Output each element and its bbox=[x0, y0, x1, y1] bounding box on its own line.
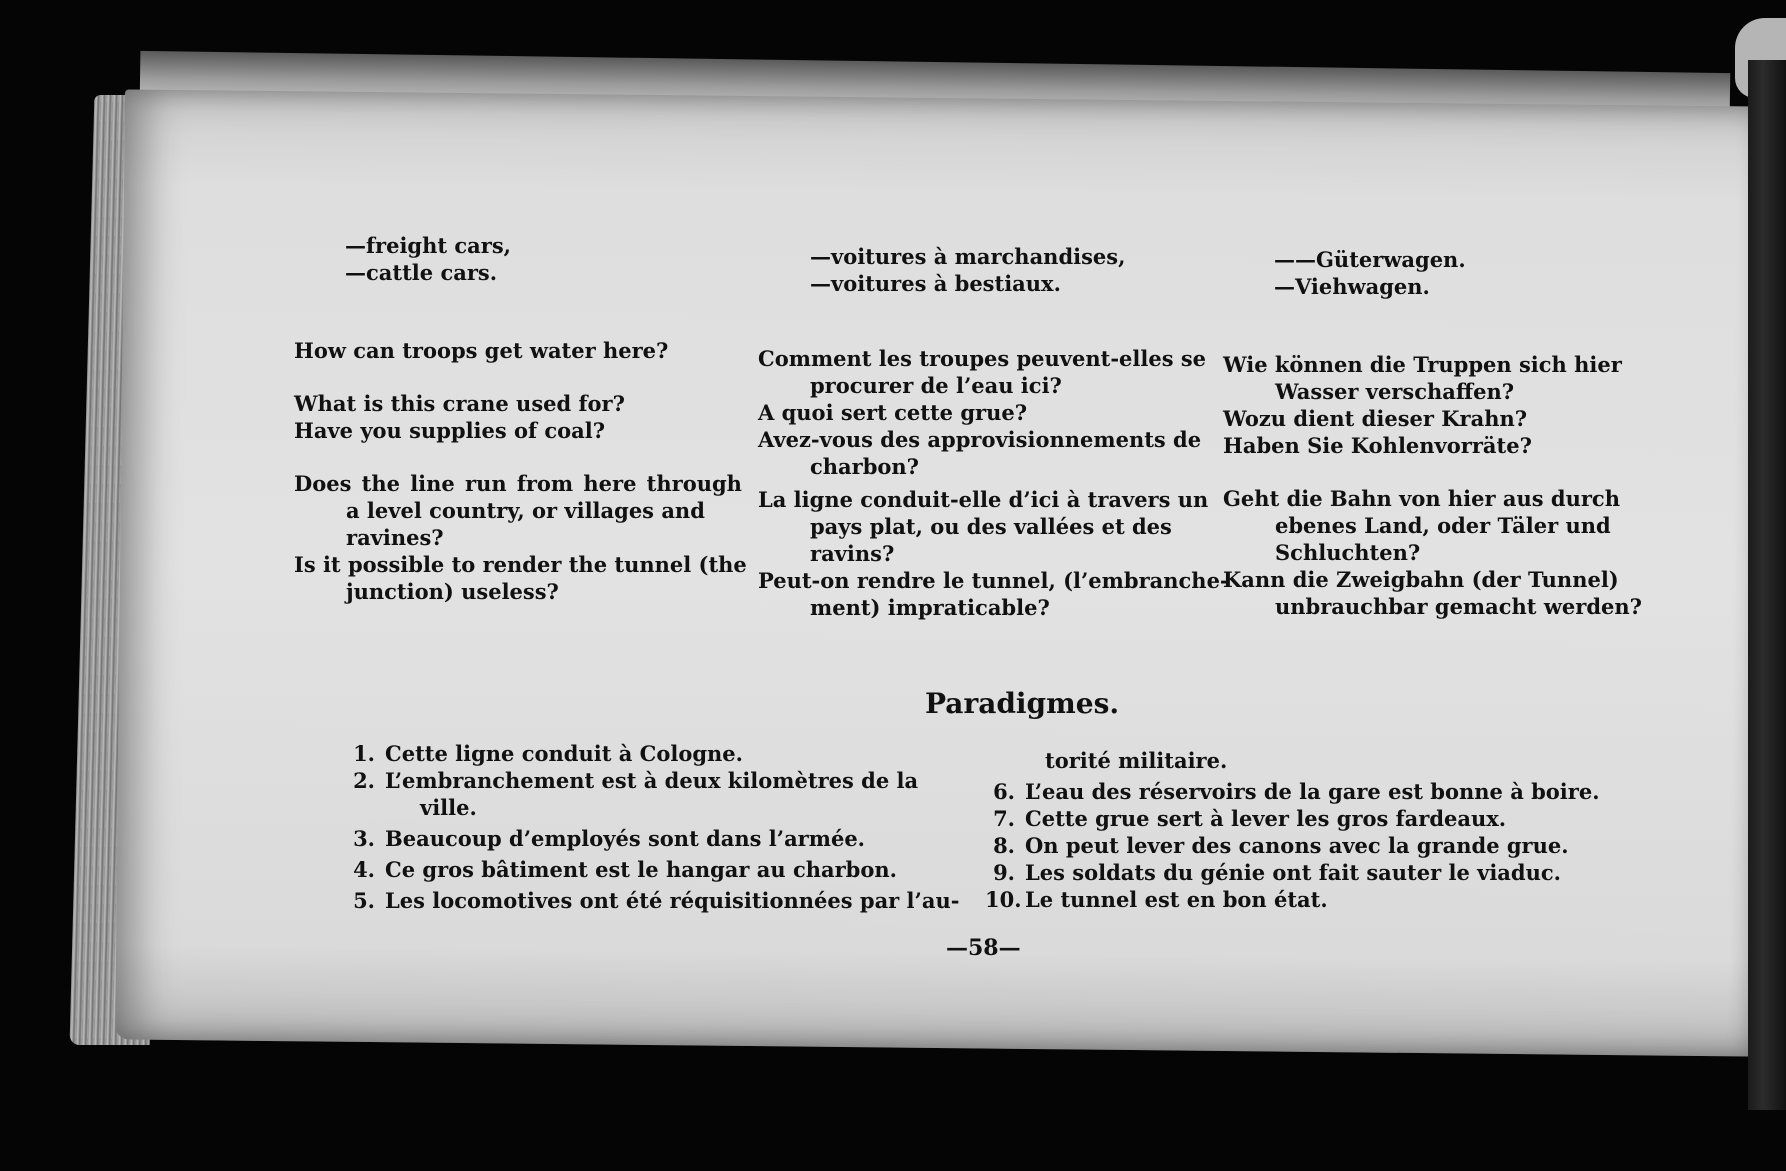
text-line: —freight cars, bbox=[345, 233, 511, 258]
list-item bbox=[985, 805, 1625, 832]
phrase bbox=[1223, 351, 1669, 405]
phrase bbox=[1223, 485, 1669, 566]
text-line: Wie können die Truppen sich hier bbox=[1223, 352, 1622, 377]
phrase bbox=[1223, 432, 1669, 459]
item-text: L’eau des réservoirs de la gare est bonne à boire. bbox=[1025, 779, 1600, 804]
list-item bbox=[345, 825, 980, 852]
text-line: —Viehwagen. bbox=[1274, 274, 1430, 299]
text-line: —voitures à bestiaux. bbox=[810, 271, 1061, 296]
list-item bbox=[345, 767, 980, 821]
text-line: a level country, or villages and bbox=[346, 498, 705, 523]
text-line: How can troops get water here? bbox=[294, 338, 669, 363]
text-line: Haben Sie Kohlenvorräte? bbox=[1223, 433, 1532, 458]
list-item bbox=[985, 832, 1625, 859]
top-english bbox=[345, 232, 511, 286]
text-line: Peut-on rendre le tunnel, (l’embranche- bbox=[758, 568, 1229, 593]
text-line: Wozu dient dieser Krahn? bbox=[1223, 406, 1528, 431]
word: the bbox=[361, 471, 400, 496]
item-number: 5. bbox=[353, 888, 375, 913]
text-line: Is it possible to render the tunnel (the bbox=[294, 552, 747, 577]
word: through bbox=[646, 471, 742, 496]
text-line: Geht die Bahn von hier aus durch bbox=[1223, 486, 1620, 511]
text-line: junction) useless? bbox=[346, 579, 559, 604]
text-line: Schluchten? bbox=[1275, 540, 1421, 565]
item-number: 2. bbox=[353, 768, 375, 793]
text-line: Wasser verschaffen? bbox=[1275, 379, 1515, 404]
list-item bbox=[985, 886, 1625, 913]
list-item bbox=[345, 740, 980, 767]
top-german bbox=[1274, 246, 1466, 300]
item-text: Ce gros bâtiment est le hangar au charbon. bbox=[385, 857, 897, 882]
text-line: Avez-vous des approvisionnements de bbox=[758, 427, 1202, 452]
item-text: Beaucoup d’employés sont dans l’armée. bbox=[385, 826, 865, 851]
text-line: What is this crane used for? bbox=[294, 391, 625, 416]
item-text: ville. bbox=[420, 795, 477, 820]
phrase bbox=[294, 337, 742, 364]
paradigmes-left-list bbox=[345, 740, 980, 914]
text-line: ravines? bbox=[346, 525, 444, 550]
word: run bbox=[465, 471, 507, 496]
word: Does bbox=[294, 471, 352, 496]
item-text: Les locomotives ont été réquisitionnées par l’au- bbox=[385, 888, 960, 913]
phrase bbox=[1223, 405, 1669, 432]
phrase bbox=[294, 390, 742, 417]
list-item bbox=[345, 887, 980, 914]
french-column bbox=[758, 345, 1229, 621]
item-text: Le tunnel est en bon état. bbox=[1025, 887, 1328, 912]
phrase bbox=[758, 345, 1206, 399]
text-line: pays plat, ou des vallées et des bbox=[810, 514, 1172, 539]
text-line: procurer de l’eau ici? bbox=[810, 373, 1062, 398]
item-number: 8. bbox=[993, 833, 1015, 858]
item-number: 10. bbox=[985, 887, 1022, 912]
word: line bbox=[410, 471, 455, 496]
text-line: Kann die Zweigbahn (der Tunnel) bbox=[1223, 567, 1619, 592]
item-number: 1. bbox=[353, 741, 375, 766]
text-line: A quoi sert cette grue? bbox=[758, 400, 1028, 425]
text-line: La ligne conduit-elle d’ici à travers un bbox=[758, 487, 1209, 512]
phrase bbox=[1223, 566, 1669, 620]
item-text: L’embranchement est à deux kilomètres de la bbox=[385, 768, 919, 793]
item-continuation: torité militaire. bbox=[1045, 748, 1228, 773]
phrase bbox=[294, 470, 742, 551]
page-number: —58— bbox=[946, 935, 1021, 961]
section-heading: Paradigmes. bbox=[925, 687, 1120, 720]
text-line: ebenes Land, oder Täler und bbox=[1275, 513, 1611, 538]
phrase bbox=[758, 486, 1209, 567]
word: from bbox=[516, 471, 574, 496]
item-text: Les soldats du génie ont fait sauter le viaduc. bbox=[1025, 860, 1561, 885]
phrase bbox=[758, 567, 1229, 621]
phrase bbox=[758, 399, 1206, 426]
text-line: —cattle cars. bbox=[345, 260, 498, 285]
item-text: Cette ligne conduit à Cologne. bbox=[385, 741, 743, 766]
text-line: ——Güterwagen. bbox=[1274, 247, 1466, 272]
text-line: —voitures à marchandises, bbox=[810, 244, 1126, 269]
text-line: ment) impraticable? bbox=[810, 595, 1050, 620]
top-french bbox=[810, 243, 1125, 297]
text-line: charbon? bbox=[810, 454, 919, 479]
phrase bbox=[758, 426, 1206, 480]
phrase bbox=[294, 551, 747, 605]
german-column bbox=[1223, 351, 1669, 620]
text-line: ravins? bbox=[810, 541, 895, 566]
text-line: Comment les troupes peuvent-elles se bbox=[758, 346, 1207, 371]
phrase bbox=[294, 417, 742, 444]
item-number: 3. bbox=[353, 826, 375, 851]
list-item bbox=[345, 856, 980, 883]
english-column bbox=[294, 337, 747, 605]
item-number: 9. bbox=[993, 860, 1015, 885]
word: here bbox=[583, 471, 637, 496]
text-line: unbrauchbar gemacht werden? bbox=[1275, 594, 1642, 619]
text-line bbox=[294, 470, 742, 497]
item-number: 6. bbox=[993, 779, 1015, 804]
text-line: Have you supplies of coal? bbox=[294, 418, 606, 443]
list-item bbox=[985, 859, 1625, 886]
item-number: 4. bbox=[353, 857, 375, 882]
item-number: 7. bbox=[993, 806, 1015, 831]
item-text: Cette grue sert à lever les gros fardeaux. bbox=[1025, 806, 1507, 831]
item-text: On peut lever des canons avec la grande grue. bbox=[1025, 833, 1569, 858]
list-item bbox=[985, 778, 1625, 805]
paradigmes-right-list bbox=[985, 747, 1625, 913]
